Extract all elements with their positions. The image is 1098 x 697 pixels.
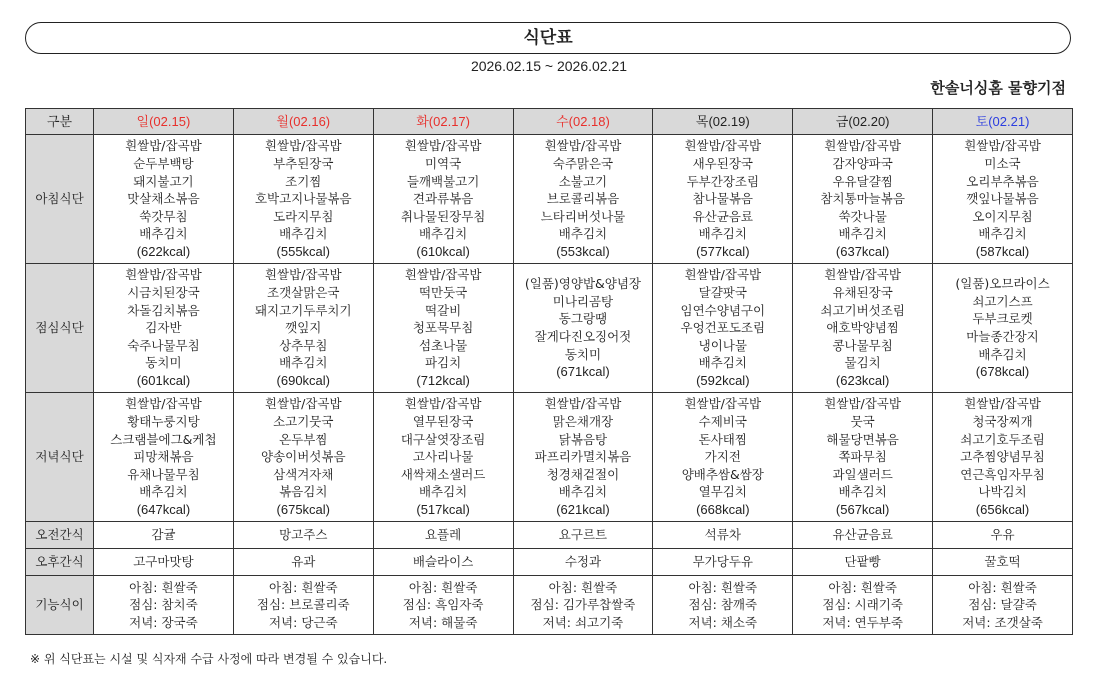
menu-item: 숙주나물무침 <box>127 337 200 353</box>
facility-name: 한솔너싱홈 물향기점 <box>930 79 1066 97</box>
menu-cell <box>793 264 933 393</box>
menu-item: 단팥빵 <box>844 554 881 570</box>
menu-cell <box>373 549 513 576</box>
menu-item: 콩나물무침 <box>832 337 893 353</box>
menu-item: 흰쌀밥/잡곡밥 <box>404 396 482 412</box>
menu-item: 흰쌀밥/잡곡밥 <box>264 138 342 154</box>
menu-cell <box>94 264 234 393</box>
menu-item: 오리부추볶음 <box>966 173 1039 189</box>
menu-cell <box>233 576 373 635</box>
row-snack <box>26 522 1073 549</box>
menu-item: 배추김치 <box>139 484 188 500</box>
menu-cell <box>653 549 793 576</box>
menu-item: 두부크로켓 <box>972 311 1033 327</box>
calorie-total: (675kcal) <box>276 501 330 517</box>
menu-item: 맛살채소볶음 <box>127 191 200 207</box>
row-label: 기능식이 <box>26 576 94 635</box>
calorie-total: (622kcal) <box>136 243 191 259</box>
menu-cell <box>653 576 793 635</box>
menu-item: 청경채겉절이 <box>546 466 620 482</box>
menu-cell <box>233 522 373 549</box>
menu-item: 볶음김치 <box>279 484 328 500</box>
menu-item: 동그랑땡 <box>558 311 608 327</box>
menu-item: 과일샐러드 <box>832 466 893 482</box>
menu-item: 아침: 흰쌀죽 <box>688 579 758 595</box>
menu-item: 달걀팟국 <box>698 285 747 301</box>
menu-item: 새싹채소샐러드 <box>400 466 486 482</box>
menu-item: 아침: 흰쌀죽 <box>548 579 618 595</box>
menu-item: 쑥갓나물 <box>838 208 887 224</box>
menu-cell <box>933 522 1073 549</box>
calorie-total: (712kcal) <box>416 372 470 388</box>
menu-item: 느타리버섯나물 <box>540 208 626 224</box>
menu-cell <box>373 576 513 635</box>
menu-cell <box>233 549 373 576</box>
header-row <box>26 109 1073 135</box>
menu-item: 쇠고기버섯조림 <box>820 302 905 318</box>
menu-item: 취나물된장무침 <box>400 208 486 224</box>
menu-item: 도라지무침 <box>273 208 334 224</box>
menu-item: 소불고기 <box>558 173 608 189</box>
menu-item: 돼지불고기 <box>133 173 194 189</box>
menu-cell <box>94 393 234 522</box>
menu-item: 석류차 <box>704 527 741 543</box>
menu-item: 양송이버섯볶음 <box>261 449 346 465</box>
calorie-total: (553kcal) <box>556 243 610 259</box>
menu-item: 쇠고기호두조림 <box>960 431 1045 447</box>
menu-item: 동치미 <box>564 346 602 362</box>
menu-cell <box>793 393 933 522</box>
menu-item: 꿀호떡 <box>984 554 1021 570</box>
day-header: 금(02.20) <box>793 109 933 135</box>
menu-item: 아침: 흰쌀죽 <box>968 579 1037 595</box>
menu-item: 소고기뭇국 <box>273 414 334 430</box>
menu-item: 유채나물무침 <box>127 466 200 482</box>
menu-item: 쇠고기스프 <box>972 293 1033 309</box>
menu-item: 해물당면볶음 <box>826 431 899 447</box>
menu-item: 맑은채개장 <box>552 414 614 430</box>
menu-item: 저녁: 쇠고기죽 <box>542 614 624 630</box>
menu-item: 배추김치 <box>558 484 608 500</box>
menu-item: 유산균음료 <box>692 208 753 224</box>
menu-item: 고추찜양념무침 <box>960 449 1045 465</box>
menu-item: 스크램블에그&케첩 <box>110 431 217 447</box>
day-header: 수(02.18) <box>513 109 653 135</box>
calorie-total: (577kcal) <box>696 243 750 259</box>
menu-item: 배추김치 <box>418 484 468 500</box>
menu-cell <box>933 264 1073 393</box>
menu-item: 임연수양념구이 <box>680 302 766 318</box>
menu-item: 흰쌀밥/잡곡밥 <box>824 267 901 283</box>
menu-item: 배추김치 <box>698 355 747 371</box>
menu-item: 떡만둣국 <box>418 285 468 301</box>
menu-item: 부추된장국 <box>273 156 334 172</box>
menu-item: 저녁: 조갯살죽 <box>962 614 1043 630</box>
menu-cell <box>94 135 234 264</box>
menu-item: 감자양파국 <box>832 156 893 172</box>
menu-item: 조갯살맑은국 <box>267 285 340 301</box>
row-func <box>26 576 1073 635</box>
menu-item: 미역국 <box>424 156 462 172</box>
menu-item: 나박김치 <box>978 484 1027 500</box>
menu-item: 점심: 참치죽 <box>129 597 198 613</box>
menu-item: 우유달걀찜 <box>832 173 893 189</box>
menu-item: 조기찜 <box>285 173 322 189</box>
menu-cell <box>373 264 513 393</box>
date-range: 2026.02.15 ~ 2026.02.21 <box>470 58 628 74</box>
row-meal <box>26 393 1073 522</box>
menu-cell <box>94 549 234 576</box>
menu-item: 참나물볶음 <box>692 191 753 207</box>
menu-item: 두부간장조림 <box>686 173 760 189</box>
menu-item: (일품)오므라이스 <box>955 276 1050 292</box>
menu-item: 배추김치 <box>418 226 468 242</box>
menu-item: 흰쌀밥/잡곡밥 <box>684 267 762 283</box>
menu-item: 파김치 <box>424 355 462 371</box>
menu-item: 요플레 <box>424 527 462 543</box>
day-header: 월(02.16) <box>233 109 373 135</box>
menu-cell <box>653 393 793 522</box>
calorie-total: (621kcal) <box>556 501 610 517</box>
menu-item: 상추무침 <box>279 337 328 353</box>
day-header: 화(02.17) <box>373 109 513 135</box>
menu-item: 온두부찜 <box>279 431 328 447</box>
menu-item: 저녁: 연두부죽 <box>822 614 903 630</box>
menu-item: 흰쌀밥/잡곡밥 <box>684 138 762 154</box>
menu-item: 열무된장국 <box>412 414 474 430</box>
row-meal <box>26 264 1073 393</box>
menu-item: 미나리곰탕 <box>552 293 614 309</box>
menu-item: 유과 <box>291 554 316 570</box>
menu-item: 흰쌀밥/잡곡밥 <box>264 396 342 412</box>
row-snack <box>26 549 1073 576</box>
menu-item: 브로콜리볶음 <box>546 191 620 207</box>
row-label: 아침식단 <box>26 135 94 264</box>
calorie-total: (671kcal) <box>556 364 610 380</box>
menu-item: 배추김치 <box>139 226 188 242</box>
menu-cell <box>233 135 373 264</box>
calorie-total: (601kcal) <box>136 372 191 388</box>
menu-item: 대구살엿장조림 <box>400 431 486 447</box>
calorie-total: (690kcal) <box>276 372 330 388</box>
menu-item: 들깨백불고기 <box>406 173 480 189</box>
menu-cell <box>793 522 933 549</box>
calorie-total: (668kcal) <box>696 501 750 517</box>
menu-item: 순두부백탕 <box>133 156 194 172</box>
menu-table <box>25 108 1073 635</box>
menu-item: 저녁: 해물죽 <box>408 614 478 630</box>
menu-item: 잘게다진오징어젓 <box>534 329 632 344</box>
calorie-total: (678kcal) <box>975 364 1030 380</box>
menu-item: 삼색겨자채 <box>273 466 334 482</box>
menu-item: 양배추쌈&쌈장 <box>681 466 764 482</box>
menu-item: 점심: 김가루찹쌀죽 <box>530 597 636 613</box>
menu-item: 점심: 시래기죽 <box>822 597 903 613</box>
menu-item: 수제비국 <box>698 414 747 430</box>
menu-item: 아침: 흰쌀죽 <box>268 579 338 595</box>
menu-item: 흰쌀밥/잡곡밥 <box>125 396 202 412</box>
menu-item: 황태누룽지탕 <box>127 414 200 430</box>
calorie-total: (647kcal) <box>136 501 191 517</box>
menu-item: 오이지무침 <box>972 208 1033 224</box>
menu-item: 유산균음료 <box>832 527 893 543</box>
calorie-total: (567kcal) <box>835 501 890 517</box>
menu-item: 아침: 흰쌀죽 <box>828 579 897 595</box>
menu-item: 차돌김치볶음 <box>127 302 200 318</box>
menu-item: 수정과 <box>564 554 602 570</box>
menu-item: 연근흑임자무침 <box>960 466 1045 482</box>
day-header: 토(02.21) <box>933 109 1073 135</box>
menu-item: 흰쌀밥/잡곡밥 <box>125 267 202 283</box>
menu-item: 배슬라이스 <box>412 554 474 570</box>
calorie-total: (555kcal) <box>276 243 330 259</box>
header-label: 구분 <box>26 109 94 135</box>
calorie-total: (610kcal) <box>416 243 470 259</box>
menu-item: 무가당두유 <box>692 554 753 570</box>
menu-cell <box>373 522 513 549</box>
row-label: 저녁식단 <box>26 393 94 522</box>
menu-item: 흰쌀밥/잡곡밥 <box>684 396 762 412</box>
menu-item: 청국장찌개 <box>972 414 1033 430</box>
day-header: 일(02.15) <box>94 109 234 135</box>
menu-cell <box>94 576 234 635</box>
menu-cell <box>933 393 1073 522</box>
menu-item: 김자반 <box>145 320 182 336</box>
menu-cell <box>653 522 793 549</box>
menu-item: 냉이나물 <box>698 337 747 353</box>
calorie-total: (656kcal) <box>975 501 1030 517</box>
menu-item: 닭볶음탕 <box>558 431 608 447</box>
menu-item: 망고주스 <box>279 527 328 543</box>
menu-item: 흰쌀밥/잡곡밥 <box>404 267 482 283</box>
menu-cell <box>933 576 1073 635</box>
menu-item: 쪽파무침 <box>838 449 887 465</box>
menu-item: 배추김치 <box>279 355 328 371</box>
menu-item: 흰쌀밥/잡곡밥 <box>404 138 482 154</box>
menu-item: 감귤 <box>151 527 176 543</box>
menu-item: (일품)영양밥&양념장 <box>524 276 641 292</box>
calorie-total: (592kcal) <box>696 372 750 388</box>
menu-item: 배추김치 <box>978 346 1027 362</box>
menu-item: 점심: 참깨죽 <box>688 597 758 613</box>
calorie-total: (587kcal) <box>975 243 1030 259</box>
menu-item: 저녁: 채소죽 <box>688 614 758 630</box>
menu-item: 파프리카멸치볶음 <box>534 449 632 465</box>
menu-cell <box>94 522 234 549</box>
row-label: 점심식단 <box>26 264 94 393</box>
menu-item: 고사리나물 <box>412 449 474 465</box>
menu-item: 참치통마늘볶음 <box>820 191 905 207</box>
menu-cell <box>933 135 1073 264</box>
menu-cell <box>513 264 653 393</box>
menu-cell <box>793 576 933 635</box>
menu-item: 배추김치 <box>838 484 887 500</box>
menu-item: 뭇국 <box>850 414 875 430</box>
menu-item: 배추김치 <box>698 226 747 242</box>
menu-item: 청포묵무침 <box>412 320 474 336</box>
row-meal <box>26 135 1073 264</box>
calorie-total: (623kcal) <box>835 372 890 388</box>
menu-item: 미소국 <box>984 156 1021 172</box>
menu-cell <box>653 135 793 264</box>
page-title: 식단표 <box>25 22 1071 54</box>
menu-item: 배추김치 <box>558 226 608 242</box>
menu-cell <box>373 393 513 522</box>
menu-item: 흰쌀밥/잡곡밥 <box>544 138 622 154</box>
menu-item: 배추김치 <box>838 226 887 242</box>
menu-item: 흰쌀밥/잡곡밥 <box>824 396 901 412</box>
menu-item: 흰쌀밥/잡곡밥 <box>964 138 1041 154</box>
menu-item: 시금치된장국 <box>127 285 200 301</box>
menu-cell <box>513 549 653 576</box>
menu-item: 점심: 달걀죽 <box>968 597 1037 613</box>
menu-item: 피망채볶음 <box>133 449 194 465</box>
menu-item: 고구마맛탕 <box>133 554 194 570</box>
menu-item: 돼지고기두루치기 <box>254 302 352 318</box>
menu-cell <box>233 264 373 393</box>
menu-cell <box>513 576 653 635</box>
menu-item: 배추김치 <box>978 226 1027 242</box>
menu-item: 흰쌀밥/잡곡밥 <box>125 138 202 154</box>
menu-item: 섬초나물 <box>418 337 468 353</box>
menu-cell <box>513 135 653 264</box>
menu-item: 애호박양념찜 <box>826 320 899 336</box>
menu-item: 저녁: 장국죽 <box>129 614 198 630</box>
menu-item: 떡갈비 <box>424 302 462 318</box>
menu-item: 깻잎지 <box>285 320 322 336</box>
menu-item: 저녁: 당근죽 <box>268 614 338 630</box>
menu-cell <box>513 522 653 549</box>
menu-item: 열무김치 <box>698 484 747 500</box>
menu-cell <box>793 135 933 264</box>
calorie-total: (637kcal) <box>835 243 890 259</box>
menu-cell <box>373 135 513 264</box>
menu-item: 흰쌀밥/잡곡밥 <box>964 396 1041 412</box>
menu-item: 새우된장국 <box>692 156 753 172</box>
menu-item: 아침: 흰쌀죽 <box>408 579 478 595</box>
menu-item: 마늘종간장지 <box>966 329 1039 344</box>
menu-item: 배추김치 <box>279 226 328 242</box>
menu-cell <box>793 549 933 576</box>
menu-item: 흰쌀밥/잡곡밥 <box>544 396 622 412</box>
menu-item: 쑥갓무침 <box>139 208 188 224</box>
menu-item: 숙주맑은국 <box>552 156 614 172</box>
day-header: 목(02.19) <box>653 109 793 135</box>
menu-item: 깻잎나물볶음 <box>966 191 1039 207</box>
menu-item: 점심: 브로콜리죽 <box>256 597 350 613</box>
menu-item: 물김치 <box>844 355 881 371</box>
menu-item: 견과류볶음 <box>412 191 474 207</box>
row-label: 오후간식 <box>26 549 94 576</box>
menu-item: 우유 <box>990 527 1015 543</box>
menu-item: 아침: 흰쌀죽 <box>129 579 198 595</box>
menu-item: 호박고지나물볶음 <box>254 191 352 207</box>
menu-cell <box>653 264 793 393</box>
menu-item: 가지전 <box>704 449 741 465</box>
menu-cell <box>233 393 373 522</box>
menu-cell <box>933 549 1073 576</box>
menu-cell <box>513 393 653 522</box>
menu-item: 동치미 <box>145 355 182 371</box>
menu-item: 돈사태찜 <box>698 431 747 447</box>
row-label: 오전간식 <box>26 522 94 549</box>
menu-item: 유채된장국 <box>832 285 893 301</box>
footnote: ※ 위 식단표는 시설 및 식자재 수급 사정에 따라 변경될 수 있습니다. <box>30 652 388 666</box>
calorie-total: (517kcal) <box>416 501 470 517</box>
menu-item: 흰쌀밥/잡곡밥 <box>264 267 342 283</box>
menu-item: 요구르트 <box>558 527 608 543</box>
menu-item: 점심: 흑임자죽 <box>402 597 484 613</box>
menu-item: 흰쌀밥/잡곡밥 <box>824 138 901 154</box>
menu-item: 우엉건포도조림 <box>680 320 766 336</box>
